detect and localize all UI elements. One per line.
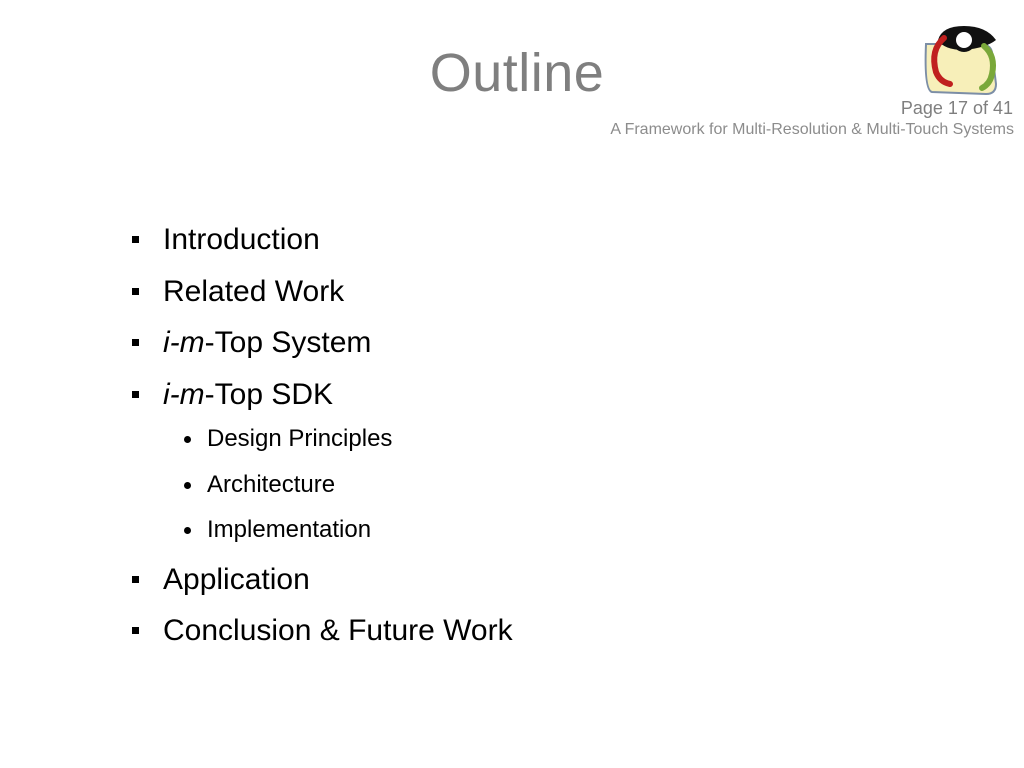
square-bullet-icon: [132, 627, 139, 634]
slide-title: Outline: [429, 43, 605, 103]
outline-item-label: Related Work: [163, 274, 345, 308]
outline-list: [130, 218, 513, 661]
square-bullet-icon: [132, 288, 139, 295]
outline-item-imtop-sdk: [130, 373, 513, 417]
outline-item-conclusion: [130, 609, 513, 653]
square-bullet-icon: [132, 339, 139, 346]
subitem-implementation: [130, 512, 513, 548]
round-bullet-icon: [184, 527, 191, 534]
square-bullet-icon: [132, 576, 139, 583]
subitem-label: Architecture: [207, 470, 336, 498]
square-bullet-icon: [132, 236, 139, 243]
outline-item-introduction: [130, 218, 513, 262]
outline-item-italic-prefix: i-m: [163, 377, 205, 411]
round-bullet-icon: [184, 436, 191, 443]
outline-subitems: [130, 421, 513, 548]
subitem-design-principles: [130, 421, 513, 457]
round-bullet-icon: [184, 482, 191, 489]
outline-item-label: Conclusion & Future Work: [163, 614, 513, 647]
outline-item-related-work: [130, 270, 513, 314]
subitem-label: Implementation: [207, 516, 372, 543]
outline-item-label: Introduction: [163, 223, 320, 256]
subitem-architecture: [130, 467, 513, 503]
outline-item-label: -Top SDK: [204, 377, 334, 411]
outline-item-imtop-system: [130, 321, 513, 365]
outline-item-label: Application: [163, 562, 310, 596]
outline-item-application: [130, 558, 513, 602]
imtop-logo-icon: [920, 24, 1002, 100]
slide-subtitle: A Framework for Multi-Resolution & Multi-Touch Systems: [610, 121, 1014, 138]
square-bullet-icon: [132, 391, 139, 398]
page-number: Page 17 of 41: [900, 98, 1013, 118]
outline-item-label: -Top System: [204, 326, 372, 359]
outline-item-italic-prefix: i-m: [163, 326, 205, 359]
sub-list: [130, 421, 513, 548]
subitem-label: Design Principles: [207, 425, 393, 452]
